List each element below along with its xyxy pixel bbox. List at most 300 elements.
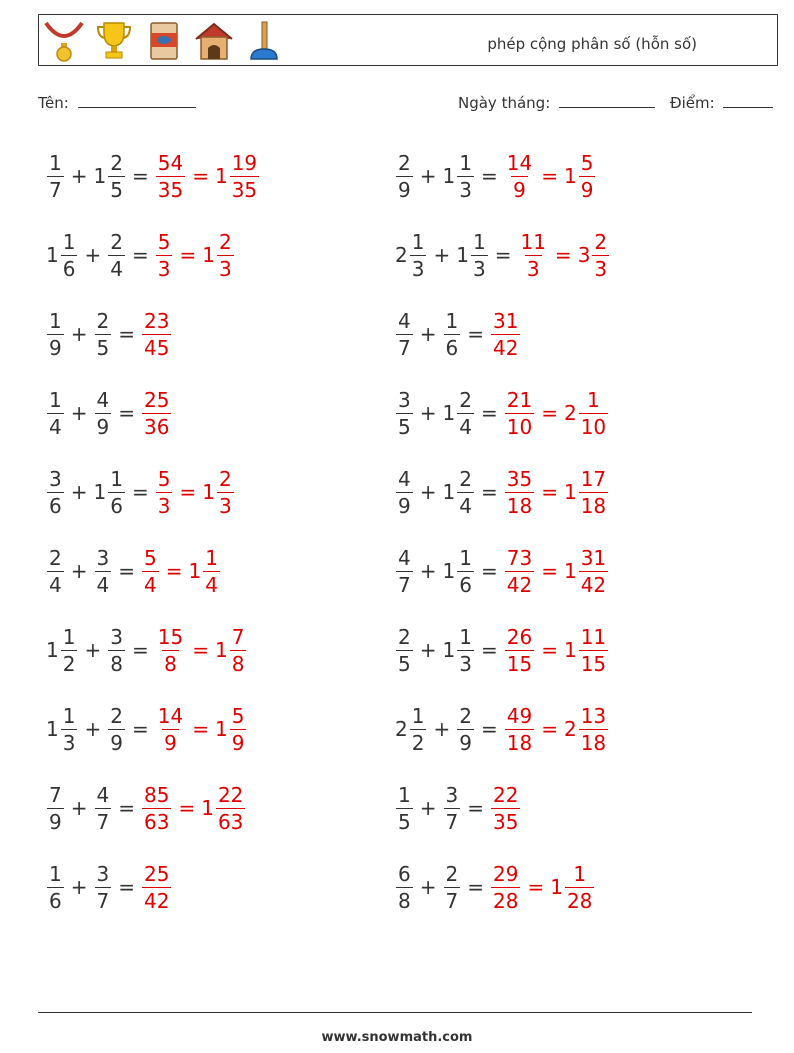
numerator: 2 bbox=[398, 624, 411, 649]
numerator: 11 bbox=[580, 624, 607, 649]
denominator: 3 bbox=[526, 256, 540, 281]
fraction bbox=[565, 861, 594, 914]
answer bbox=[504, 387, 609, 440]
equals-sign: = bbox=[480, 480, 498, 504]
addend-a bbox=[395, 387, 414, 440]
denominator: 6 bbox=[49, 493, 62, 518]
answer bbox=[504, 545, 609, 598]
problem-item bbox=[46, 304, 172, 364]
date-blank[interactable] bbox=[559, 93, 655, 108]
numerator: 2 bbox=[459, 387, 472, 412]
denominator: 7 bbox=[96, 888, 110, 913]
problem-item bbox=[395, 462, 609, 522]
addend-b bbox=[443, 387, 475, 440]
answer bbox=[141, 308, 172, 361]
equals-sign: = bbox=[480, 164, 498, 188]
whole-number: 1 bbox=[214, 164, 228, 188]
answer bbox=[141, 387, 172, 440]
numerator: 2 bbox=[110, 229, 123, 254]
denominator: 6 bbox=[445, 335, 459, 360]
numerator: 26 bbox=[506, 624, 533, 649]
denominator: 3 bbox=[594, 256, 608, 281]
whole-number: 1 bbox=[46, 243, 59, 267]
trophy-icon bbox=[93, 19, 135, 63]
addend-a bbox=[46, 466, 65, 519]
fraction bbox=[108, 229, 125, 282]
whole-number: 3 bbox=[577, 243, 591, 267]
numerator: 1 bbox=[411, 703, 425, 728]
denominator: 35 bbox=[493, 809, 519, 834]
numerator: 19 bbox=[231, 150, 258, 175]
numerator: 29 bbox=[493, 861, 519, 886]
addend-a bbox=[46, 782, 65, 835]
denominator: 9 bbox=[513, 177, 526, 202]
answer bbox=[504, 703, 609, 756]
whole-number: 1 bbox=[46, 638, 59, 662]
answer-mixed bbox=[215, 703, 247, 756]
fraction bbox=[491, 782, 520, 835]
equals-sign: = bbox=[192, 638, 209, 662]
addend-b bbox=[94, 545, 113, 598]
problem-item bbox=[46, 857, 172, 917]
addend-a bbox=[46, 861, 65, 914]
answer bbox=[504, 150, 597, 203]
denominator: 3 bbox=[411, 256, 425, 281]
addend-a bbox=[46, 545, 65, 598]
numerator: 2 bbox=[398, 150, 411, 175]
denominator: 6 bbox=[459, 572, 472, 597]
problem-item bbox=[395, 857, 595, 917]
denominator: 4 bbox=[49, 572, 62, 597]
denominator: 3 bbox=[157, 256, 171, 281]
numerator: 2 bbox=[594, 229, 608, 254]
fraction bbox=[230, 624, 247, 677]
header-icons bbox=[43, 19, 285, 63]
problem-item bbox=[46, 146, 260, 206]
fraction bbox=[457, 545, 474, 598]
fraction bbox=[217, 466, 234, 519]
equals-sign: = bbox=[480, 401, 498, 425]
denominator: 15 bbox=[580, 651, 607, 676]
addend-a bbox=[46, 624, 78, 677]
equals-sign: = bbox=[554, 243, 572, 267]
fraction bbox=[108, 150, 125, 203]
answer-improper bbox=[155, 150, 186, 203]
numerator: 25 bbox=[144, 387, 170, 412]
fraction bbox=[518, 229, 547, 282]
equals-sign: = bbox=[541, 401, 558, 425]
equals-sign: = bbox=[192, 164, 209, 188]
plus-sign: + bbox=[419, 796, 437, 820]
fraction bbox=[396, 545, 413, 598]
plus-sign: + bbox=[84, 638, 102, 662]
score-field[interactable] bbox=[670, 93, 773, 112]
equals-sign: = bbox=[165, 559, 183, 583]
denominator: 63 bbox=[217, 809, 244, 834]
denominator: 5 bbox=[398, 809, 411, 834]
denominator: 5 bbox=[110, 177, 123, 202]
numerator: 1 bbox=[49, 308, 62, 333]
answer-improper bbox=[504, 466, 535, 519]
whole-number: 1 bbox=[563, 559, 577, 583]
numerator: 1 bbox=[49, 387, 62, 412]
addend-b bbox=[443, 861, 462, 914]
addend-b bbox=[107, 229, 126, 282]
numerator: 31 bbox=[493, 308, 519, 333]
answer bbox=[141, 545, 221, 598]
numerator: 15 bbox=[157, 624, 184, 649]
fraction bbox=[579, 703, 608, 756]
numerator: 85 bbox=[144, 782, 170, 807]
denominator: 42 bbox=[144, 888, 170, 913]
footer-divider bbox=[38, 1012, 752, 1013]
equals-sign: = bbox=[131, 480, 149, 504]
denominator: 4 bbox=[144, 572, 157, 597]
fraction bbox=[47, 150, 64, 203]
plus-sign: + bbox=[70, 796, 88, 820]
fraction bbox=[142, 308, 171, 361]
fraction bbox=[47, 466, 64, 519]
fraction bbox=[471, 229, 488, 282]
equals-sign: = bbox=[467, 796, 484, 820]
answer-mixed bbox=[189, 545, 221, 598]
whole-number: 1 bbox=[46, 717, 59, 741]
answer-mixed bbox=[564, 703, 609, 756]
answer-improper bbox=[504, 387, 535, 440]
fraction bbox=[142, 545, 159, 598]
fraction bbox=[217, 229, 234, 282]
fraction bbox=[47, 861, 64, 914]
fraction bbox=[410, 703, 427, 756]
denominator: 18 bbox=[580, 493, 607, 518]
addend-b bbox=[94, 387, 113, 440]
worksheet-title: phép cộng phân số (hỗn số) bbox=[487, 35, 697, 53]
denominator: 4 bbox=[459, 414, 472, 439]
answer-improper bbox=[490, 861, 521, 914]
equals-sign: = bbox=[131, 164, 149, 188]
addend-b bbox=[456, 229, 488, 282]
whole-number: 1 bbox=[442, 480, 456, 504]
answer-mixed bbox=[564, 466, 609, 519]
denominator: 3 bbox=[459, 177, 472, 202]
numerator: 3 bbox=[398, 387, 411, 412]
equals-sign: = bbox=[541, 638, 558, 662]
denominator: 9 bbox=[164, 730, 177, 755]
denominator: 42 bbox=[580, 572, 607, 597]
addend-a bbox=[395, 150, 414, 203]
addend-a bbox=[395, 545, 414, 598]
score-blank[interactable] bbox=[723, 93, 773, 108]
numerator: 1 bbox=[62, 229, 76, 254]
fraction bbox=[61, 703, 78, 756]
answer-improper bbox=[141, 308, 172, 361]
date-label: Ngày tháng: bbox=[458, 94, 551, 112]
denominator: 36 bbox=[144, 414, 170, 439]
fraction bbox=[61, 624, 78, 677]
fraction bbox=[95, 782, 112, 835]
fraction bbox=[579, 150, 596, 203]
denominator: 9 bbox=[398, 177, 411, 202]
denominator: 9 bbox=[49, 335, 62, 360]
plus-sign: + bbox=[419, 401, 437, 425]
answer-improper bbox=[504, 624, 535, 677]
denominator: 5 bbox=[96, 335, 110, 360]
fraction bbox=[396, 150, 413, 203]
answer-mixed bbox=[215, 624, 247, 677]
numerator: 49 bbox=[506, 703, 533, 728]
numerator: 2 bbox=[110, 150, 123, 175]
numerator: 1 bbox=[110, 466, 123, 491]
addend-a bbox=[395, 861, 414, 914]
numerator: 5 bbox=[157, 466, 171, 491]
numerator: 4 bbox=[398, 545, 411, 570]
answer-improper bbox=[504, 150, 535, 203]
denominator: 10 bbox=[580, 414, 607, 439]
footer-website: www.snowmath.com bbox=[321, 1030, 473, 1045]
denominator: 9 bbox=[459, 730, 472, 755]
problem-item bbox=[46, 620, 247, 680]
denominator: 3 bbox=[218, 493, 232, 518]
numerator: 4 bbox=[96, 782, 110, 807]
denominator: 4 bbox=[96, 572, 110, 597]
problem-item bbox=[395, 304, 521, 364]
denominator: 3 bbox=[62, 730, 76, 755]
fraction bbox=[491, 861, 520, 914]
fraction bbox=[142, 387, 171, 440]
equals-sign: = bbox=[192, 717, 209, 741]
denominator: 4 bbox=[110, 256, 123, 281]
fraction bbox=[457, 466, 474, 519]
answer bbox=[155, 624, 248, 677]
plus-sign: + bbox=[84, 243, 102, 267]
name-field[interactable] bbox=[38, 93, 196, 112]
date-field[interactable] bbox=[458, 93, 655, 112]
addend-b bbox=[443, 624, 475, 677]
numerator: 1 bbox=[49, 150, 62, 175]
addend-a bbox=[46, 387, 65, 440]
denominator: 9 bbox=[580, 177, 594, 202]
whole-number: 1 bbox=[442, 559, 456, 583]
answer bbox=[490, 782, 521, 835]
numerator: 1 bbox=[62, 624, 76, 649]
fraction bbox=[47, 387, 64, 440]
numerator: 1 bbox=[587, 387, 600, 412]
numerator: 22 bbox=[217, 782, 244, 807]
fraction bbox=[95, 861, 112, 914]
fraction bbox=[396, 466, 413, 519]
fraction bbox=[505, 624, 534, 677]
denominator: 35 bbox=[231, 177, 258, 202]
fraction bbox=[444, 308, 461, 361]
whole-number: 1 bbox=[214, 638, 228, 662]
denominator: 3 bbox=[157, 493, 171, 518]
denominator: 42 bbox=[506, 572, 533, 597]
denominator: 63 bbox=[144, 809, 170, 834]
answer bbox=[155, 150, 260, 203]
fraction bbox=[230, 703, 247, 756]
fraction bbox=[108, 624, 125, 677]
answer bbox=[504, 466, 609, 519]
whole-number: 1 bbox=[201, 796, 214, 820]
plus-sign: + bbox=[419, 559, 437, 583]
equals-sign: = bbox=[480, 717, 498, 741]
whole-number: 1 bbox=[202, 480, 215, 504]
whole-number: 1 bbox=[550, 875, 563, 899]
plus-sign: + bbox=[70, 401, 88, 425]
whole-number: 2 bbox=[563, 401, 577, 425]
addend-b bbox=[456, 703, 475, 756]
medal-icon bbox=[43, 19, 85, 63]
problem-item bbox=[46, 778, 246, 838]
problem-item bbox=[395, 620, 609, 680]
whole-number: 1 bbox=[442, 401, 456, 425]
fraction bbox=[61, 229, 78, 282]
fraction bbox=[396, 861, 413, 914]
addend-b bbox=[107, 703, 126, 756]
whole-number: 1 bbox=[93, 480, 107, 504]
problem-item bbox=[395, 383, 609, 443]
fraction bbox=[47, 782, 64, 835]
answer-mixed bbox=[202, 229, 234, 282]
numerator: 14 bbox=[157, 703, 184, 728]
fraction bbox=[457, 624, 474, 677]
problem-item bbox=[46, 383, 172, 443]
problem-item bbox=[46, 462, 235, 522]
whole-number: 1 bbox=[188, 559, 202, 583]
fraction bbox=[156, 229, 173, 282]
fraction bbox=[396, 624, 413, 677]
whole-number: 2 bbox=[563, 717, 577, 741]
fraction bbox=[457, 703, 474, 756]
score-label: Điểm: bbox=[670, 94, 715, 112]
whole-number: 1 bbox=[456, 243, 469, 267]
denominator: 3 bbox=[472, 256, 486, 281]
problem-item bbox=[46, 541, 221, 601]
equals-sign: = bbox=[131, 243, 149, 267]
denominator: 7 bbox=[96, 809, 110, 834]
numerator: 1 bbox=[459, 545, 472, 570]
equals-sign: = bbox=[178, 796, 196, 820]
fraction bbox=[444, 861, 461, 914]
plus-sign: + bbox=[419, 480, 437, 504]
answer bbox=[155, 229, 235, 282]
numerator: 2 bbox=[459, 466, 472, 491]
name-label: Tên: bbox=[38, 94, 69, 112]
equals-sign: = bbox=[179, 243, 197, 267]
denominator: 2 bbox=[411, 730, 425, 755]
addend-b bbox=[94, 861, 113, 914]
fraction bbox=[579, 466, 608, 519]
answer-improper bbox=[155, 466, 174, 519]
denominator: 9 bbox=[49, 809, 62, 834]
plus-sign: + bbox=[433, 243, 451, 267]
addend-b bbox=[443, 782, 462, 835]
answer-improper bbox=[155, 229, 174, 282]
denominator: 8 bbox=[231, 651, 245, 676]
denominator: 5 bbox=[398, 414, 411, 439]
fraction bbox=[156, 150, 185, 203]
answer-improper bbox=[141, 861, 172, 914]
fraction bbox=[95, 387, 112, 440]
denominator: 28 bbox=[493, 888, 519, 913]
whole-number: 1 bbox=[563, 638, 577, 662]
answer-improper bbox=[141, 545, 160, 598]
numerator: 1 bbox=[573, 861, 587, 886]
plus-sign: + bbox=[419, 638, 437, 662]
equals-sign: = bbox=[541, 480, 558, 504]
addend-b bbox=[443, 308, 462, 361]
denominator: 3 bbox=[218, 256, 232, 281]
numerator: 2 bbox=[459, 703, 472, 728]
plus-sign: + bbox=[70, 559, 88, 583]
equals-sign: = bbox=[541, 717, 558, 741]
equals-sign: = bbox=[118, 559, 135, 583]
denominator: 5 bbox=[398, 651, 411, 676]
whole-number: 1 bbox=[442, 164, 456, 188]
whole-number: 1 bbox=[563, 480, 577, 504]
numerator: 3 bbox=[445, 782, 459, 807]
fraction bbox=[592, 229, 609, 282]
fraction bbox=[579, 545, 608, 598]
numerator: 73 bbox=[506, 545, 533, 570]
denominator: 7 bbox=[398, 572, 411, 597]
answer-mixed bbox=[550, 861, 595, 914]
numerator: 1 bbox=[62, 703, 76, 728]
numerator: 25 bbox=[144, 861, 170, 886]
addend-b bbox=[107, 624, 126, 677]
denominator: 4 bbox=[49, 414, 62, 439]
denominator: 9 bbox=[110, 730, 123, 755]
denominator: 6 bbox=[110, 493, 123, 518]
numerator: 54 bbox=[157, 150, 184, 175]
denominator: 7 bbox=[49, 177, 62, 202]
denominator: 3 bbox=[459, 651, 472, 676]
numerator: 17 bbox=[580, 466, 607, 491]
numerator: 5 bbox=[157, 229, 171, 254]
addend-b bbox=[94, 782, 113, 835]
denominator: 7 bbox=[445, 888, 459, 913]
problem-item bbox=[395, 146, 596, 206]
fraction bbox=[230, 150, 259, 203]
addend-a bbox=[46, 308, 65, 361]
numerator: 5 bbox=[580, 150, 594, 175]
fraction bbox=[203, 545, 220, 598]
denominator: 9 bbox=[96, 414, 110, 439]
name-blank[interactable] bbox=[78, 93, 196, 108]
numerator: 1 bbox=[49, 861, 62, 886]
whole-number: 1 bbox=[214, 717, 228, 741]
denominator: 18 bbox=[580, 730, 607, 755]
answer-mixed bbox=[564, 387, 609, 440]
whole-number: 2 bbox=[395, 717, 408, 741]
answer-mixed bbox=[578, 229, 610, 282]
addend-b bbox=[94, 150, 126, 203]
equals-sign: = bbox=[118, 322, 135, 346]
numerator: 5 bbox=[231, 703, 245, 728]
equals-sign: = bbox=[480, 559, 498, 583]
addend-a bbox=[46, 703, 78, 756]
answer-mixed bbox=[215, 150, 260, 203]
dog-house-icon bbox=[193, 19, 235, 63]
answer-mixed bbox=[202, 466, 234, 519]
denominator: 45 bbox=[144, 335, 170, 360]
numerator: 4 bbox=[398, 466, 411, 491]
denominator: 42 bbox=[493, 335, 519, 360]
answer bbox=[141, 861, 172, 914]
fraction bbox=[95, 308, 112, 361]
fraction bbox=[142, 782, 171, 835]
denominator: 2 bbox=[62, 651, 76, 676]
